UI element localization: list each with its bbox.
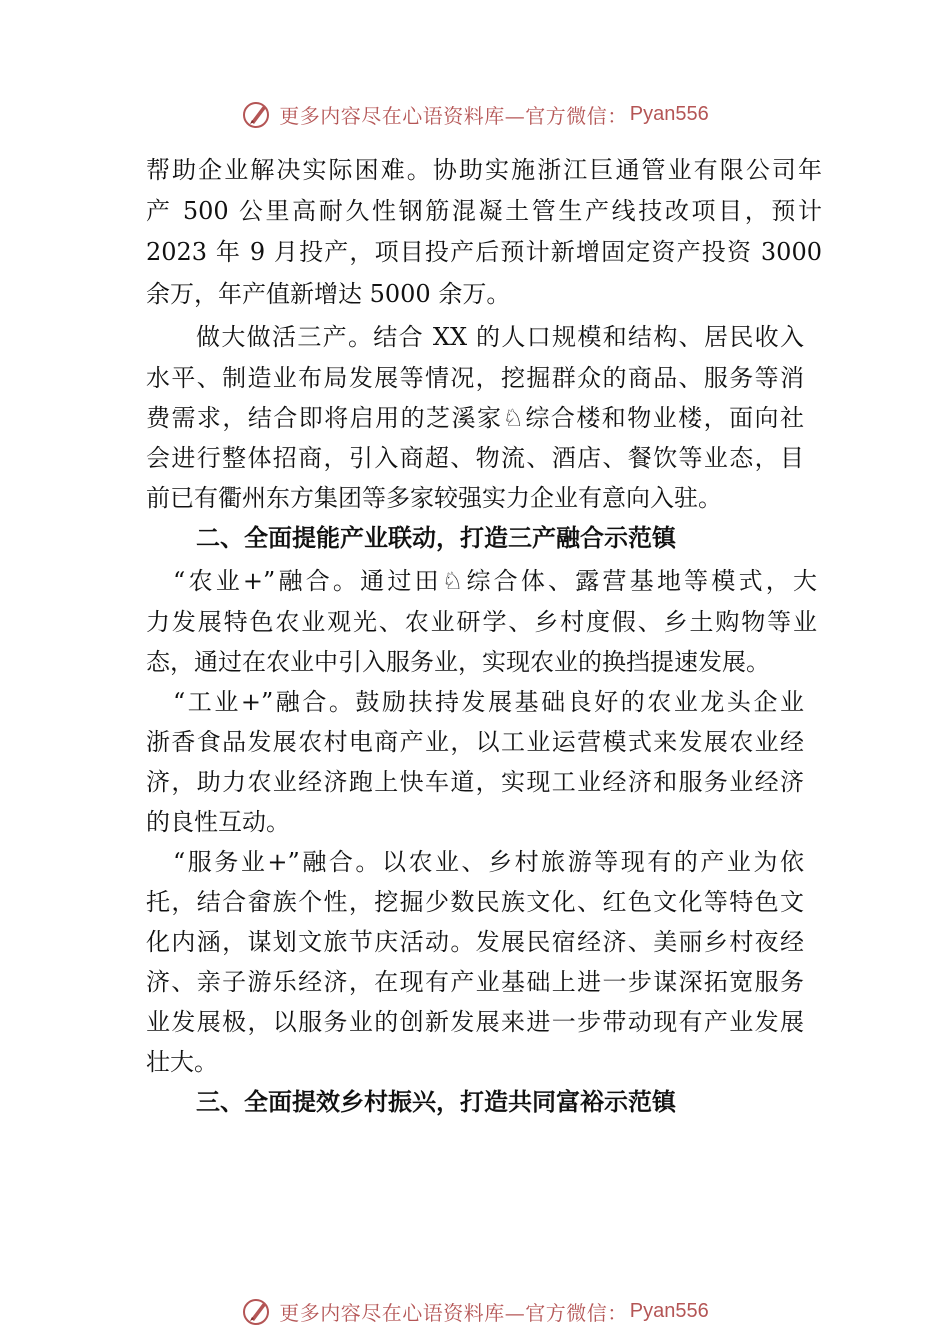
section-heading: 二、全面提能产业联动，打造三产融合示范镇 — [196, 524, 676, 552]
watermark-text: 更多内容尽在心语资料库—官方微信： — [279, 103, 628, 128]
paragraph-line: 济、亲子游乐经济，在现有产业基础上进一步谋深拓宽服务 — [146, 968, 804, 996]
paragraph-line: 帮助企业解决实际困难。协助实施浙江巨通管业有限公司年 — [146, 156, 822, 184]
paragraph-line: 的良性互动。 — [146, 808, 290, 836]
section-heading: 三、全面提效乡村振兴，打造共同富裕示范镇 — [196, 1088, 676, 1116]
paragraph-line: “工业+”融合。鼓励扶持发展基础良好的农业龙头企业 — [173, 688, 804, 716]
paragraph-line: 前已有衢州东方集团等多家较强实力企业有意向入驻。 — [146, 484, 722, 512]
watermark-handle: Pyan556 — [629, 102, 709, 125]
paragraph-line: 托，结合畲族个性，挖掘少数民族文化、红色文化等特色文 — [146, 888, 804, 916]
watermark-text: 更多内容尽在心语资料库—官方微信： — [279, 1300, 628, 1325]
paragraph-line: 力发展特色农业观光、农业研学、乡村度假、乡土购物等业 — [146, 608, 817, 636]
paragraph-line: “服务业+”融合。以农业、乡村旅游等现有的产业为依 — [173, 848, 804, 876]
pen-logo-icon — [241, 98, 273, 130]
watermark-handle: Pyan556 — [629, 1299, 709, 1322]
paragraph-line: 2023 年 9 月投产，项目投产后预计新增固定资产投资 3000 — [146, 238, 822, 266]
footer-watermark — [0, 1293, 950, 1329]
paragraph-line: 壮大。 — [146, 1048, 218, 1076]
paragraph-line: 化内涵，谋划文旅节庆活动。发展民宿经济、美丽乡村夜经 — [146, 928, 804, 956]
paragraph-line: 业发展极，以服务业的创新发展来进一步带动现有产业发展 — [146, 1008, 804, 1036]
paragraph-line: 费需求，结合即将启用的芝溪家♘综合楼和物业楼，面向社 — [146, 404, 804, 432]
header-watermark — [0, 96, 950, 132]
paragraph-line: 济，助力农业经济跑上快车道，实现工业经济和服务业经济 — [146, 768, 804, 796]
paragraph-line: 产 500 公里高耐久性钢筋混凝土管生产线技改项目，预计 — [146, 197, 822, 225]
pen-logo-icon — [241, 1295, 273, 1327]
paragraph-line: 做大做活三产。结合 XX 的人口规模和结构、居民收入 — [196, 323, 804, 351]
paragraph-line: 水平、制造业布局发展等情况，挖掘群众的商品、服务等消 — [146, 364, 804, 392]
paragraph-line: “农业+”融合。通过田♘综合体、露营基地等模式，大 — [173, 567, 817, 595]
paragraph-line: 态，通过在农业中引入服务业，实现农业的换挡提速发展。 — [146, 648, 770, 676]
paragraph-line: 余万，年产值新增达 5000 余万。 — [146, 280, 511, 308]
paragraph-line: 浙香食品发展农村电商产业，以工业运营模式来发展农业经 — [146, 728, 804, 756]
paragraph-line: 会进行整体招商，引入商超、物流、酒店、餐饮等业态，目 — [146, 444, 804, 472]
